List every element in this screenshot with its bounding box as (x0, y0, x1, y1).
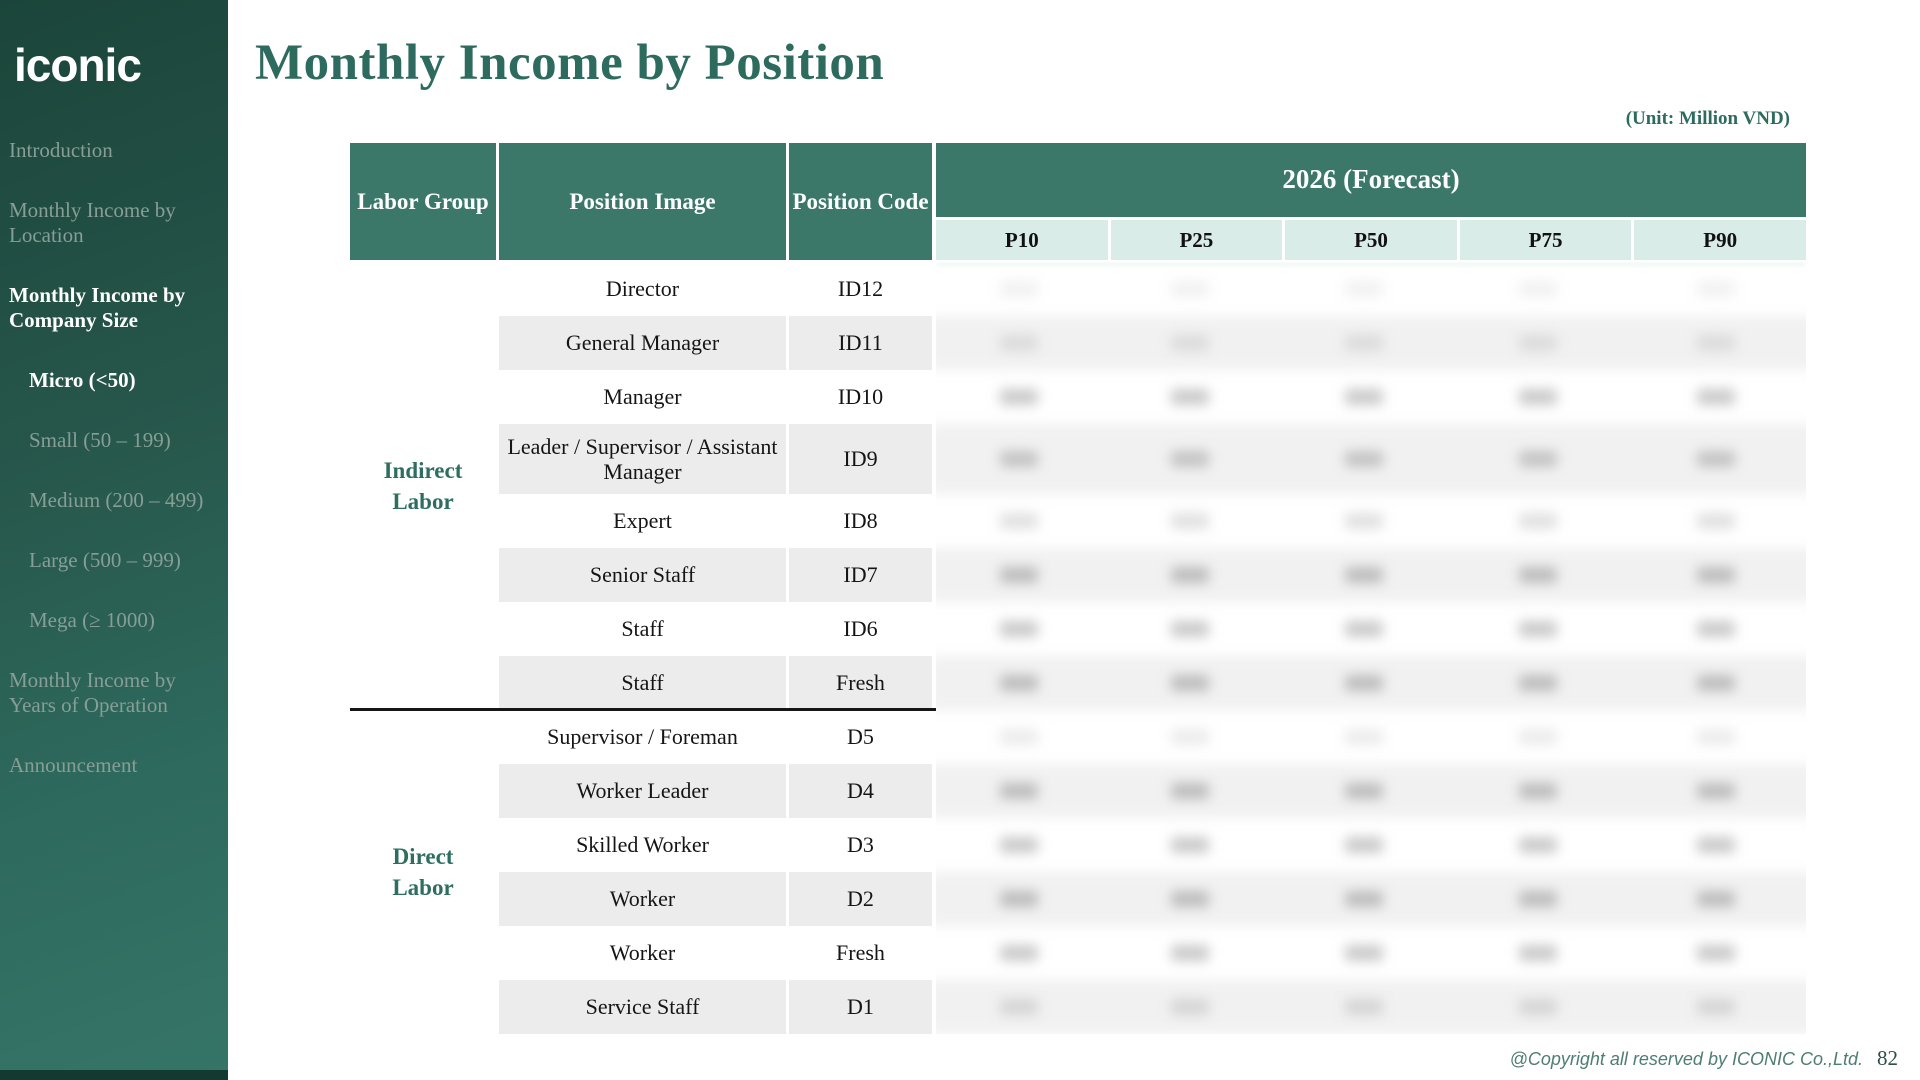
column-header-year-forecast: 2026 (Forecast) (936, 143, 1806, 217)
position-image-cell: Staff (499, 656, 786, 710)
percentile-header-p10: P10 (936, 220, 1108, 260)
position-image-cell: Leader / Supervisor / Assistant Manager (499, 424, 786, 494)
page-number: 82 (1877, 1046, 1898, 1070)
sidebar-item-monthly-income-by-years-of-operation[interactable]: Monthly Income by Years of Operation (9, 668, 176, 717)
percentile-header-p25: P25 (1111, 220, 1283, 260)
percentile-header-p50: P50 (1285, 220, 1457, 260)
sidebar-item-announcement[interactable]: Announcement (9, 753, 138, 777)
column-header-position-image: Position Image (499, 143, 786, 260)
sidebar (0, 0, 228, 1080)
position-code-cell: Fresh (789, 656, 932, 710)
position-image-cell: Service Staff (499, 980, 786, 1034)
position-code-cell: D3 (847, 832, 874, 858)
sidebar-item-introduction[interactable]: Introduction (9, 138, 113, 162)
unit-note: (Unit: Million VND) (1625, 108, 1790, 129)
position-code-cell: ID11 (789, 316, 932, 370)
position-image-cell: Director (605, 276, 680, 302)
position-code-cell: ID12 (837, 276, 884, 302)
position-image-cell: General Manager (499, 316, 786, 370)
group-label-indirect-labor: Indirect Labor (383, 457, 463, 514)
sidebar-item-large-500-999[interactable]: Large (500 – 999) (29, 548, 181, 572)
position-code-cell: D4 (789, 764, 932, 818)
column-header-position-code: Position Code (789, 143, 932, 260)
position-image-cell: Supervisor / Foreman (547, 724, 738, 750)
position-code-cell: Fresh (836, 940, 885, 966)
position-code-cell: D2 (789, 872, 932, 926)
sidebar-item-small-50-199[interactable]: Small (50 – 199) (29, 428, 171, 452)
blur-lighten-overlay (936, 262, 1806, 1034)
sidebar-item-mega-1000[interactable]: Mega (≥ 1000) (29, 608, 155, 632)
page-title: Monthly Income by Position (255, 35, 885, 91)
footer (1510, 1046, 1898, 1071)
position-image-cell: Skilled Worker (576, 832, 709, 858)
sidebar-item-monthly-income-by-location[interactable]: Monthly Income by Location (9, 198, 176, 247)
percentile-header-row (936, 220, 1806, 260)
position-image-cell: Worker Leader (499, 764, 786, 818)
sidebar-bottom-strip (0, 1070, 228, 1080)
subheader-edge-tint (936, 262, 1806, 266)
sidebar-item-micro-50[interactable]: Micro (<50) (29, 368, 136, 392)
position-code-cell: ID10 (837, 384, 884, 410)
position-image-cell: Senior Staff (499, 548, 786, 602)
group-label-direct-labor: Direct Labor (392, 843, 454, 900)
column-header-labor-group: Labor Group (350, 143, 496, 260)
sidebar-nav (9, 138, 218, 813)
position-image-cell: Worker (499, 872, 786, 926)
position-image-cell: Worker (609, 940, 676, 966)
position-code-cell: ID7 (789, 548, 932, 602)
percentile-header-p90: P90 (1634, 220, 1806, 260)
position-image-cell: Staff (621, 616, 664, 642)
redacted-values-region (936, 262, 1806, 1034)
position-code-cell: D1 (789, 980, 932, 1034)
position-image-cell: Manager (603, 384, 682, 410)
copyright-text: @Copyright all reserved by ICONIC Co.,Ltd. (1509, 1049, 1863, 1069)
sidebar-item-medium-200-499[interactable]: Medium (200 – 499) (29, 488, 204, 512)
position-image-cell: Expert (613, 508, 672, 534)
position-code-cell: ID6 (843, 616, 878, 642)
labor-section-divider (350, 708, 936, 711)
percentile-header-p75: P75 (1460, 220, 1632, 260)
position-code-cell: ID8 (843, 508, 878, 534)
iconic-logo: iconic (14, 39, 141, 91)
sidebar-item-monthly-income-by-company-size[interactable]: Monthly Income by Company Size (9, 283, 186, 332)
position-code-cell: ID9 (789, 424, 932, 494)
position-code-cell: D5 (847, 724, 874, 750)
